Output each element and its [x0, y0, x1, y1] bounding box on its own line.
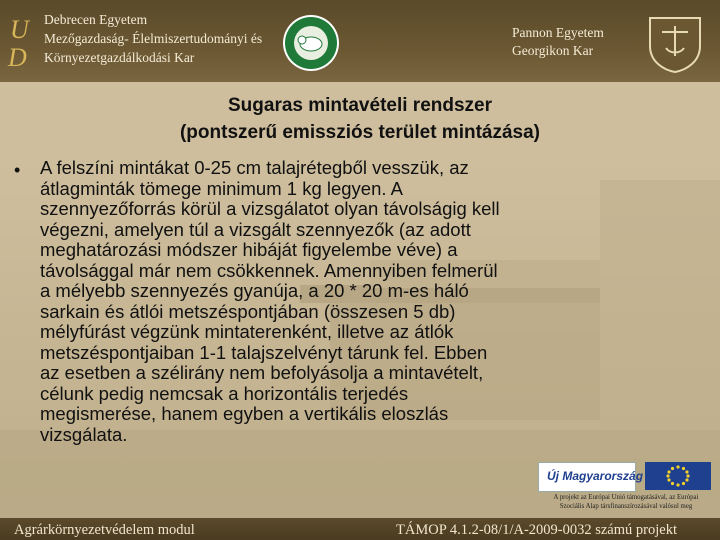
- header-left-line-3: Környezetgazdálkodási Kar: [44, 50, 195, 65]
- uj-magyarorszag-logo: [538, 462, 644, 492]
- body-line: szennyezőforrás körül a vizsgálatot olyan távolságig kell: [40, 198, 500, 219]
- body-line: átlagminták tömege minimum 1 kg legyen. A: [40, 177, 403, 199]
- georgikon-crest-icon: [644, 12, 706, 74]
- funding-caption-line-1: A projekt az Európai Unió támogatásával, az Európai: [553, 494, 699, 501]
- body-line: vizsgálata.: [40, 423, 128, 445]
- svg-text:D: D: [8, 43, 27, 72]
- debrecen-logo-icon: [6, 8, 40, 72]
- svg-text:U: U: [10, 15, 29, 44]
- university-seal-icon: [282, 14, 340, 72]
- bullet-paragraph: [40, 158, 712, 445]
- body-line: célunk pedig nemcsak a horizontális terjedés: [40, 382, 409, 404]
- header-right-line-1: Pannon Egyetem: [512, 25, 604, 40]
- body-line: a mélyebb szennyezés gyanúja, a 20 * 20 m-es háló: [40, 280, 469, 301]
- university-left-name: [44, 10, 262, 67]
- body-line: megismerése, hanem egyben a vertikális eloszlás: [40, 403, 449, 424]
- body-line: meghatározási módszer hibáját figyelembe véve) a: [40, 239, 458, 260]
- bullet-marker: •: [14, 160, 21, 180]
- funding-caption: [538, 494, 714, 511]
- slide-title-line-1: Sugaras mintavételi rendszer: [228, 95, 492, 116]
- eu-flag-icon: [645, 462, 711, 490]
- slide-title-line-2: (pontszerű emissziós terület mintázása): [179, 122, 541, 143]
- university-right-name: [512, 24, 604, 60]
- project-id: TÁMOP 4.1.2-08/1/A-2009-0032 számú projekt: [396, 522, 677, 538]
- body-line: távolsággal már nem csökkennek. Amennyiben felmerül: [40, 259, 498, 281]
- body-line: az esetben a szélirány nem befolyásolja a mintavételt,: [40, 362, 484, 383]
- body-line: metszéspontjaiban 1-1 talajszelvényt tárunk fel. Ebben: [40, 341, 488, 363]
- header-left-line-2: Mezőgazdaság- Élelmiszertudományi és: [44, 31, 263, 46]
- body-line: sarkain és átlói metszéspontjában (összesen 5 db): [40, 300, 456, 322]
- uj-magyarorszag-text: Új Magyarország: [547, 469, 644, 483]
- funding-caption-line-2: Szociális Alap társfinanszírozásával valósul meg: [559, 502, 693, 510]
- header-right-line-2: Georgikon Kar: [512, 43, 594, 58]
- body-line: A felszíni mintákat 0-25 cm talajrétegből vesszük, az: [40, 157, 469, 178]
- slide-header: [0, 0, 720, 82]
- body-line: végezni, amelyen túl a vizsgált szennyezők (az adott: [40, 218, 471, 240]
- module-name: Agrárkörnyezetvédelem modul: [14, 522, 195, 538]
- header-left-line-1: Debrecen Egyetem: [44, 12, 148, 27]
- body-line: mélyfúrást végzünk mintaterenként, illetve az átlók: [40, 321, 454, 342]
